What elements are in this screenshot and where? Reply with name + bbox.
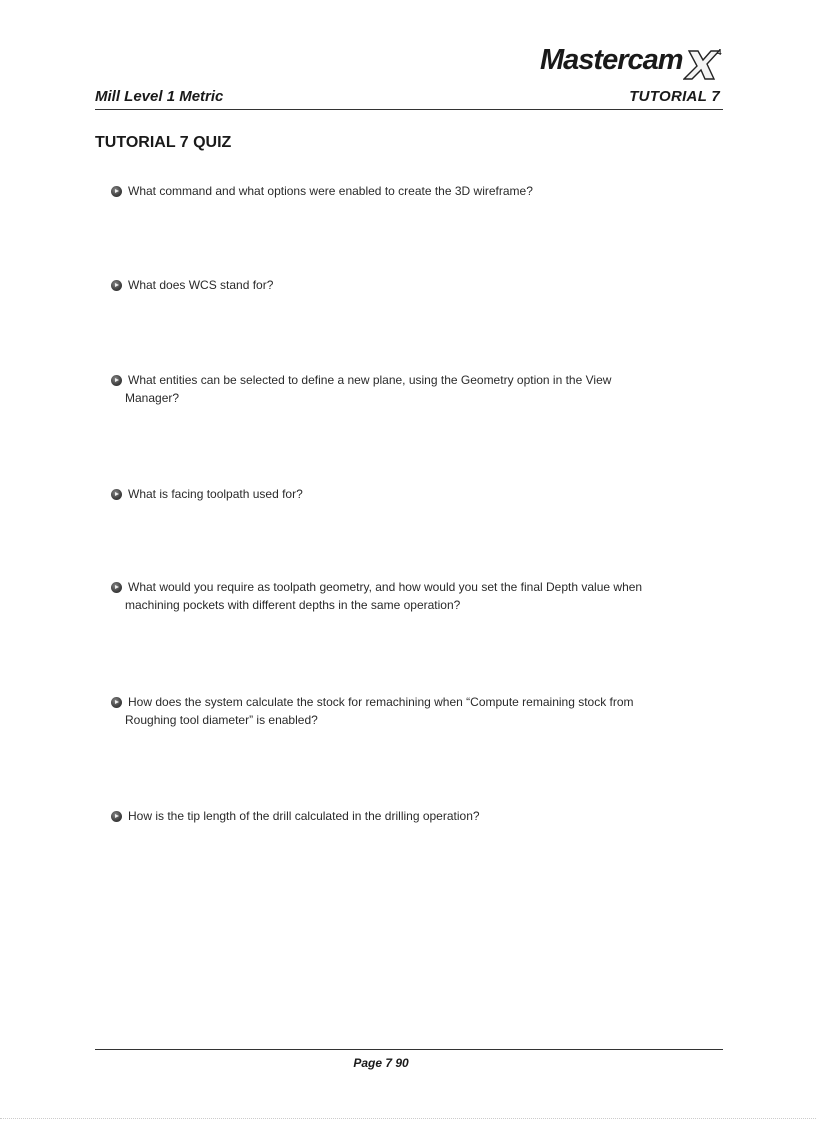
- header-divider: [95, 109, 723, 110]
- quiz-question: [111, 578, 691, 614]
- question-text-continued: Manager?: [125, 391, 180, 405]
- bullet-arrow-icon: [111, 280, 122, 291]
- quiz-question: [111, 807, 691, 825]
- logo-x-mark: [683, 47, 723, 83]
- bullet-arrow-icon: [111, 582, 122, 593]
- logo-wordmark: Mastercam: [540, 44, 683, 76]
- bullet-arrow-icon: [111, 811, 122, 822]
- question-text: What entities can be selected to define a new plane, using the Geometry option in the View: [128, 373, 612, 387]
- question-text: How does the system calculate the stock for remachining when “Compute remaining stock from: [128, 695, 634, 709]
- bullet-arrow-icon: [111, 375, 122, 386]
- mastercam-logo: [540, 44, 730, 90]
- bullet-arrow-icon: [111, 186, 122, 197]
- document-title: Mill Level 1 Metric: [95, 88, 224, 105]
- quiz-question: [111, 182, 691, 200]
- footer-divider: [95, 1049, 723, 1050]
- quiz-question: [111, 485, 691, 503]
- tutorial-label: TUTORIAL 7: [629, 88, 720, 105]
- question-text: How is the tip length of the drill calculated in the drilling operation?: [128, 809, 480, 823]
- quiz-heading: TUTORIAL 7 QUIZ: [95, 134, 232, 151]
- question-text-continued: machining pockets with different depths in the same operation?: [125, 598, 461, 612]
- question-text: What does WCS stand for?: [128, 278, 274, 292]
- logo-superscript: 4: [717, 48, 722, 57]
- quiz-question: [111, 371, 691, 407]
- bullet-arrow-icon: [111, 489, 122, 500]
- page-number-text: Page 7 90: [353, 1056, 409, 1070]
- quiz-question: [111, 693, 691, 729]
- bullet-arrow-icon: [111, 697, 122, 708]
- page-number: [0, 1056, 816, 1070]
- question-text: What command and what options were enabled to create the 3D wireframe?: [128, 184, 533, 198]
- page-edge: [0, 1118, 816, 1119]
- question-text: What is facing toolpath used for?: [128, 487, 303, 501]
- question-text: What would you require as toolpath geometry, and how would you set the final Depth value when: [128, 580, 643, 594]
- question-text-continued: Roughing tool diameter” is enabled?: [125, 713, 318, 727]
- quiz-question: [111, 276, 691, 294]
